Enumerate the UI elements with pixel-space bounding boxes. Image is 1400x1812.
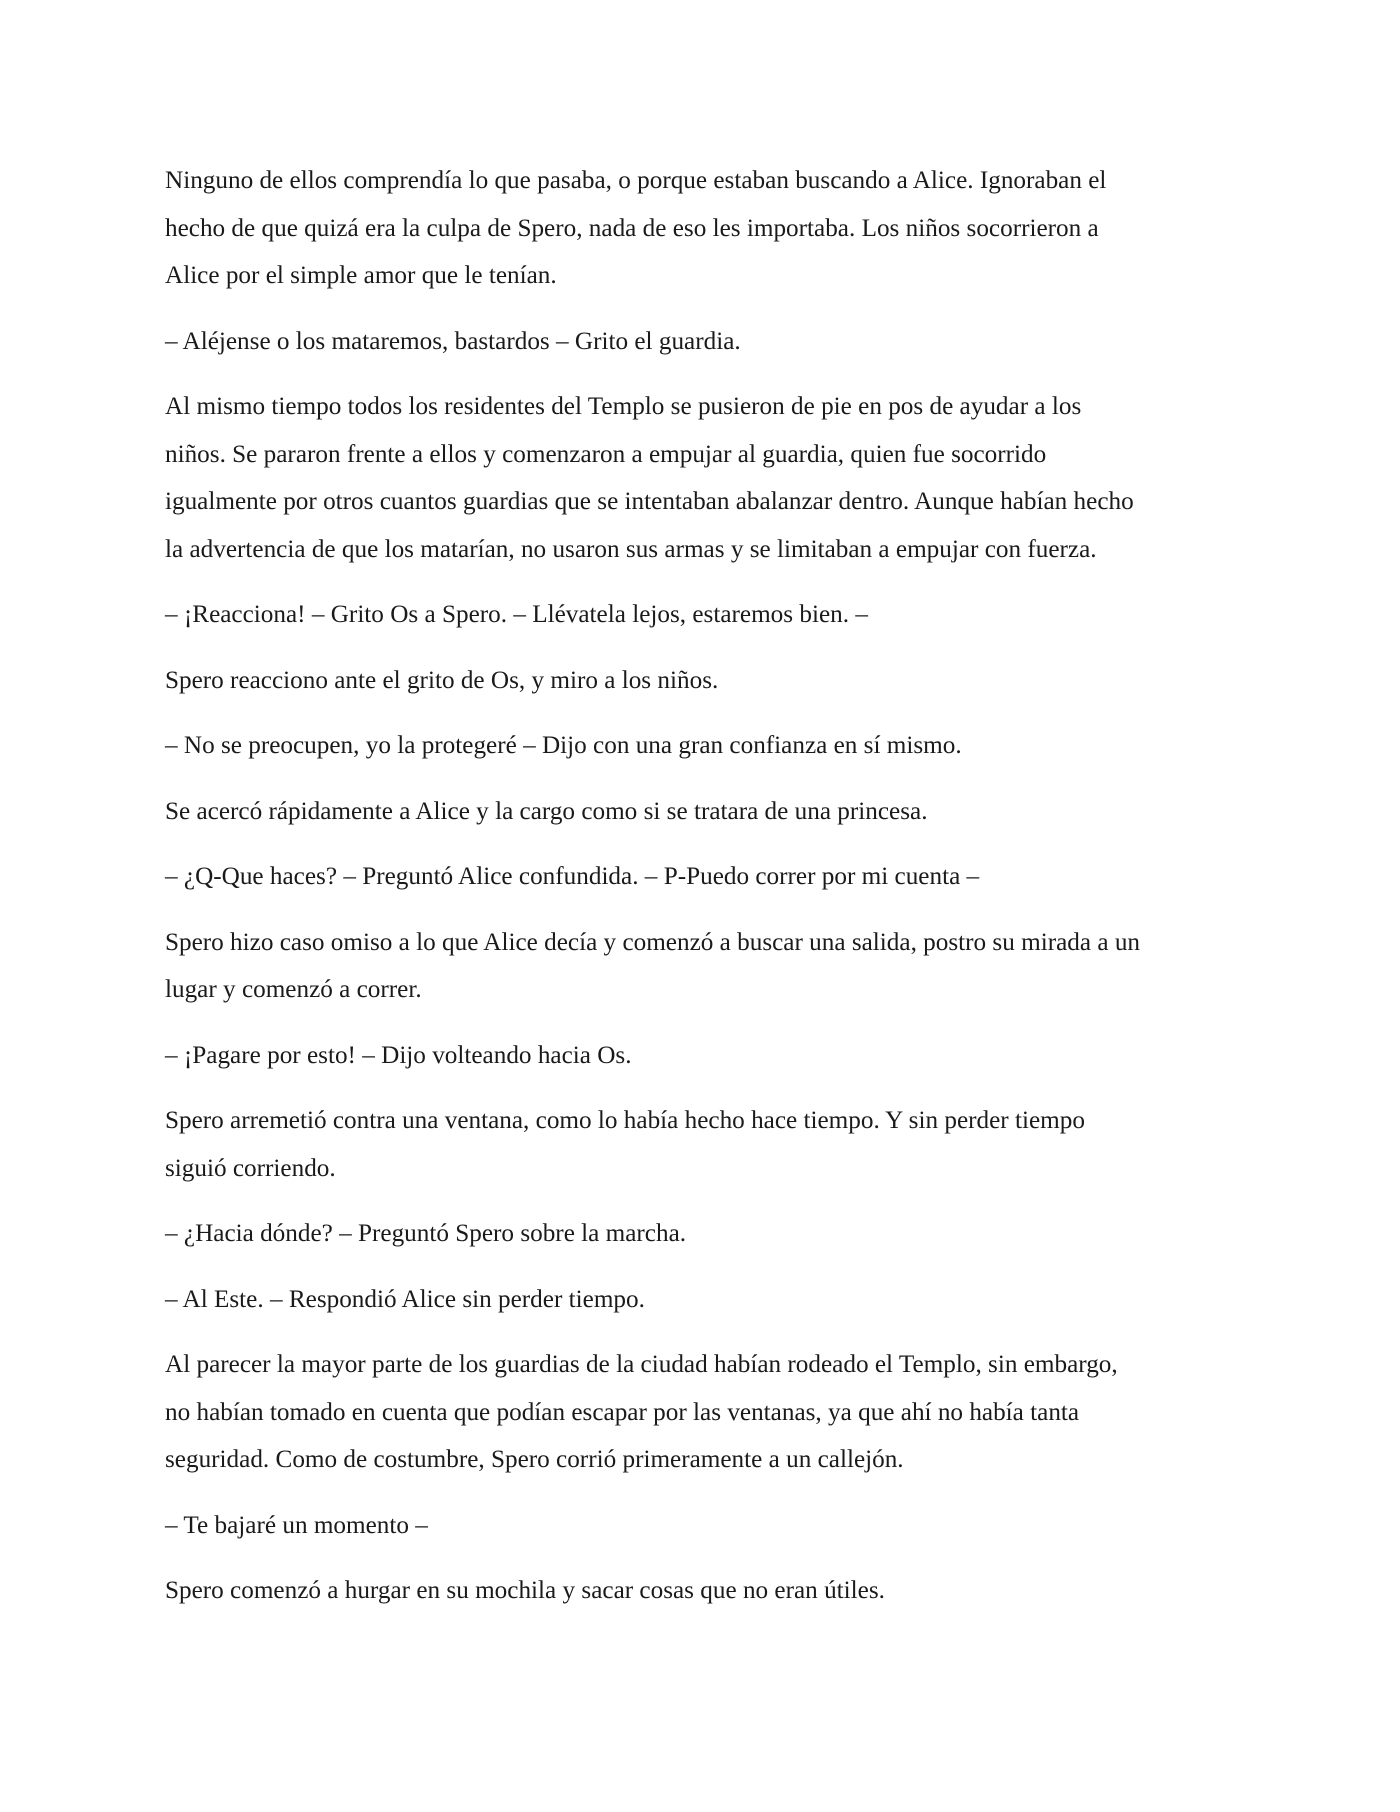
paragraph bbox=[165, 591, 1245, 639]
text-line: no habían tomado en cuenta que podían escapar por las ventanas, ya que ahí no había tanta bbox=[165, 1398, 1080, 1426]
paragraph bbox=[165, 657, 1245, 705]
paragraph bbox=[165, 1210, 1245, 1258]
text-line: – ¿Hacia dónde? – Preguntó Spero sobre la marcha. bbox=[165, 1220, 687, 1247]
text-line: la advertencia de que los matarían, no usaron sus armas y se limitaban a empujar con fuerza. bbox=[165, 535, 1097, 563]
paragraph bbox=[165, 919, 1245, 1014]
paragraph bbox=[165, 853, 1245, 901]
paragraph bbox=[165, 1341, 1245, 1484]
text-line: siguió corriendo. bbox=[165, 1154, 336, 1182]
paragraph bbox=[165, 318, 1245, 366]
text-line: Spero arremetió contra una ventana, como lo había hecho hace tiempo. Y sin perder tiempo bbox=[165, 1107, 1085, 1134]
text-line: Spero hizo caso omiso a lo que Alice decía y comenzó a buscar una salida, postro su mirada a un bbox=[165, 928, 1141, 956]
text-line: Spero comenzó a hurgar en su mochila y sacar cosas que no eran útiles. bbox=[165, 1577, 885, 1604]
paragraph bbox=[165, 788, 1245, 836]
paragraph bbox=[165, 1502, 1245, 1550]
text-line: – ¡Pagare por esto! – Dijo volteando hacia Os. bbox=[165, 1041, 632, 1069]
text-line: Spero reacciono ante el grito de Os, y miro a los niños. bbox=[165, 666, 719, 694]
paragraph bbox=[165, 722, 1245, 770]
text-line: hecho de que quizá era la culpa de Spero, nada de eso les importaba. Los niños socorrieron a bbox=[165, 214, 1099, 242]
text-line: seguridad. Como de costumbre, Spero corrió primeramente a un callejón. bbox=[165, 1446, 904, 1473]
text-line: – Aléjense o los mataremos, bastardos – Grito el guardia. bbox=[165, 327, 741, 355]
text-line: Al parecer la mayor parte de los guardias de la ciudad habían rodeado el Templo, sin embargo, bbox=[165, 1351, 1118, 1378]
paragraph bbox=[165, 1032, 1245, 1080]
paragraph bbox=[165, 1567, 1245, 1615]
paragraph bbox=[165, 1276, 1245, 1324]
paragraph bbox=[165, 157, 1245, 300]
text-line: Se acercó rápidamente a Alice y la cargo como si se tratara de una princesa. bbox=[165, 797, 928, 825]
text-line: lugar y comenzó a correr. bbox=[165, 976, 422, 1003]
text-line: igualmente por otros cuantos guardias que se intentaban abalanzar dentro. Aunque habían hecho bbox=[165, 488, 1134, 515]
text-line: – Al Este. – Respondió Alice sin perder tiempo. bbox=[165, 1285, 645, 1313]
text-line: – Te bajaré un momento – bbox=[165, 1511, 428, 1539]
text-line: niños. Se pararon frente a ellos y comenzaron a empujar al guardia, quien fue socorrido bbox=[165, 440, 1047, 468]
body-text bbox=[165, 157, 1245, 1633]
text-line: – No se preocupen, yo la protegeré – Dijo con una gran confianza en sí mismo. bbox=[165, 732, 962, 759]
text-line: Ninguno de ellos comprendía lo que pasaba, o porque estaban buscando a Alice. Ignoraban el bbox=[165, 167, 1107, 194]
text-line: – ¿Q-Que haces? – Preguntó Alice confundida. – P-Puedo correr por mi cuenta – bbox=[165, 863, 980, 890]
paragraph bbox=[165, 383, 1245, 573]
text-line: Alice por el simple amor que le tenían. bbox=[165, 262, 557, 289]
text-line: Al mismo tiempo todos los residentes del Templo se pusieron de pie en pos de ayudar a los bbox=[165, 393, 1082, 420]
paragraph bbox=[165, 1097, 1245, 1192]
text-line: – ¡Reacciona! – Grito Os a Spero. – Llévatela lejos, estaremos bien. – bbox=[165, 601, 868, 628]
